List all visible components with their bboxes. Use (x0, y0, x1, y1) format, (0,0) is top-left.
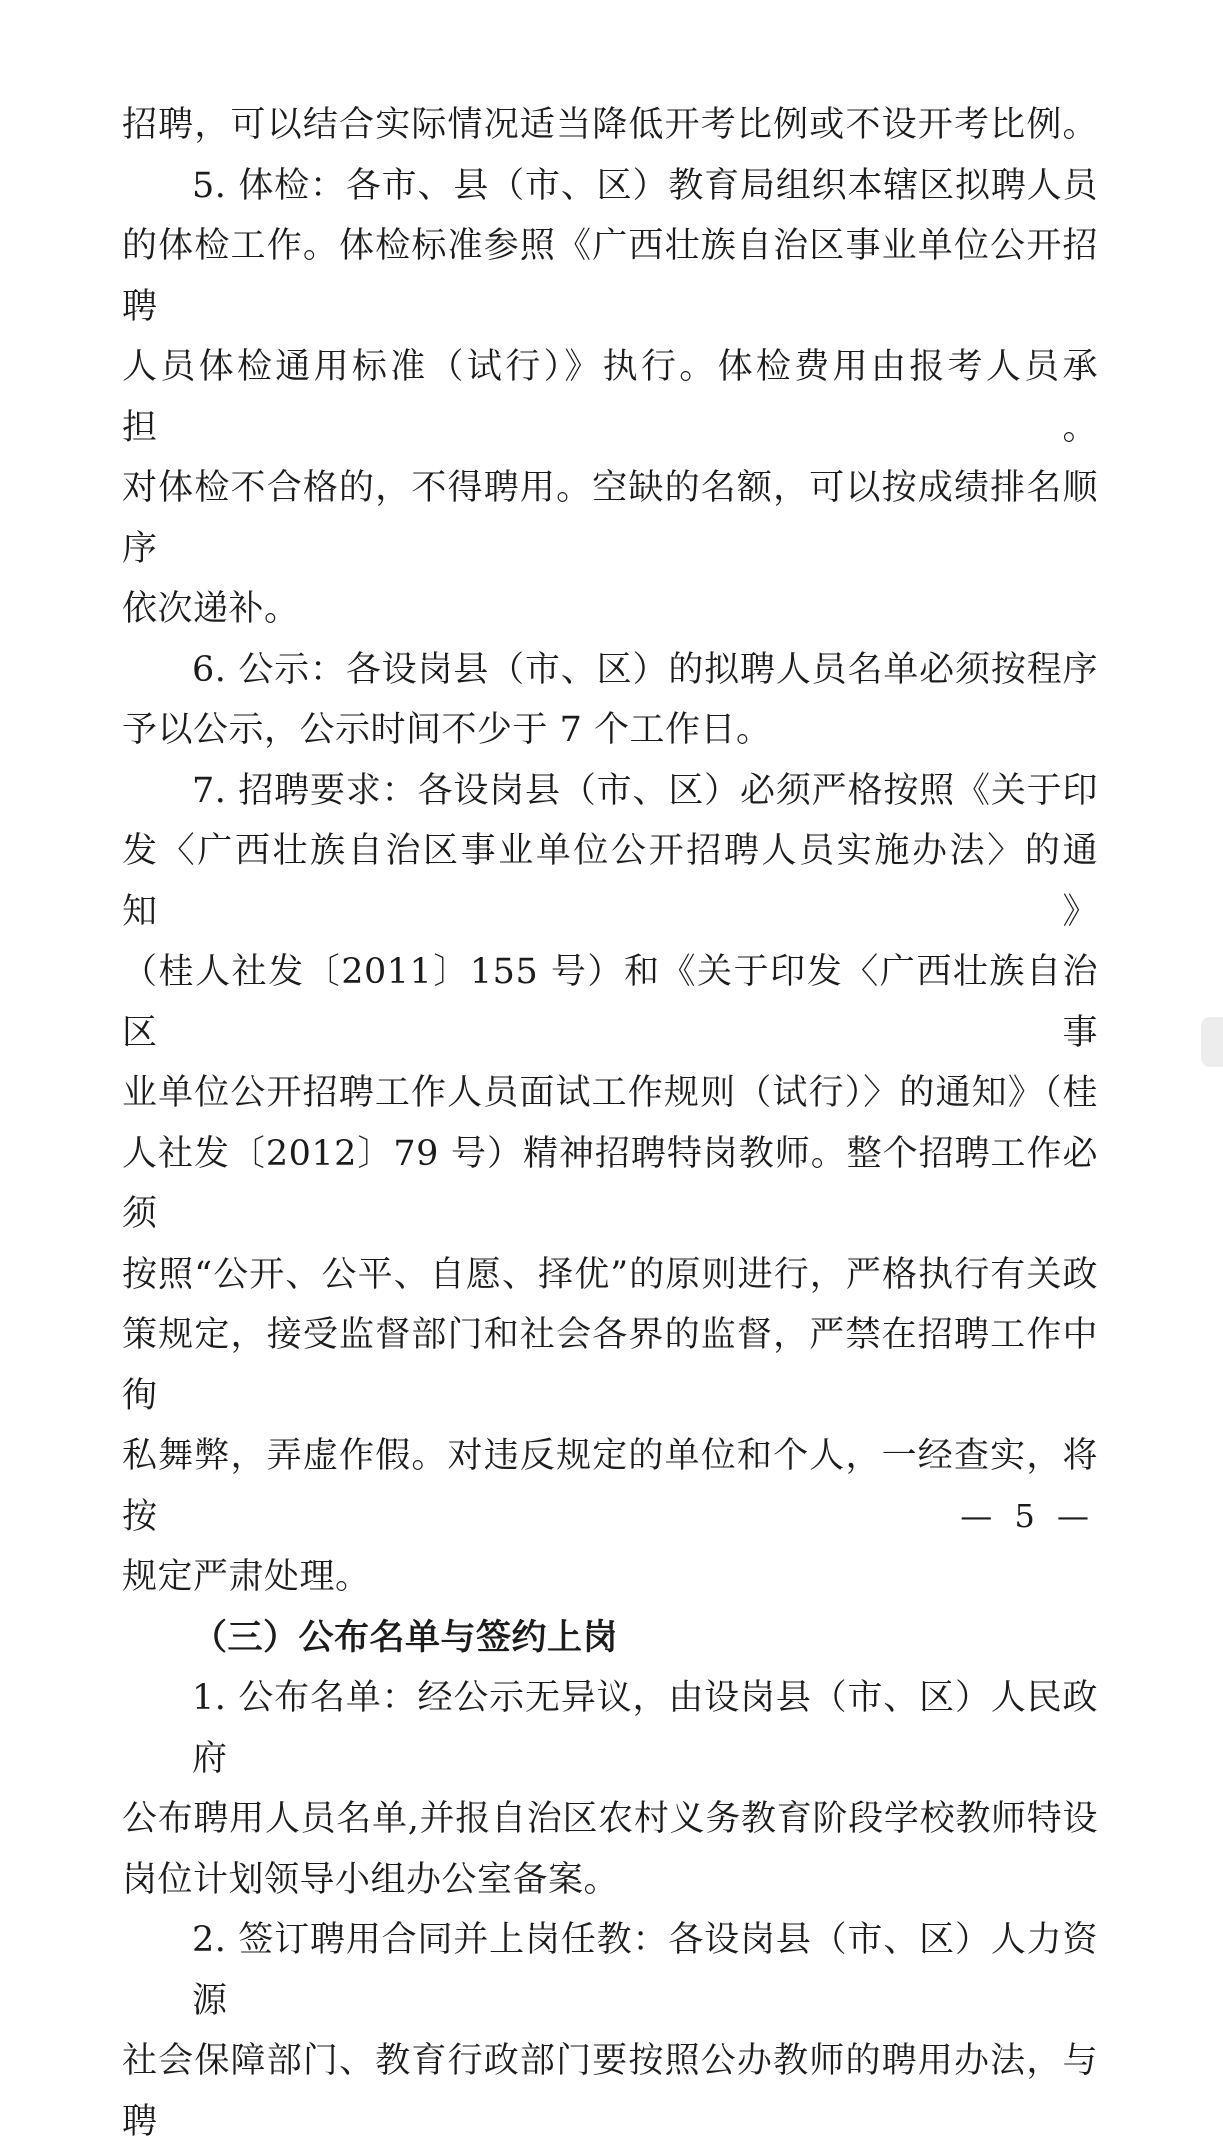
text-line: 策规定，接受监督部门和社会各界的监督，严禁在招聘工作中徇 (122, 1315, 1098, 1416)
text-line: 的体检工作。体检标准参照《广西壮族自治区事业单位公开招聘 (122, 226, 1098, 327)
text-line: 业单位公开招聘工作人员面试工作规则（试行）〉的通知》（桂 (122, 1073, 1098, 1113)
text-line: 发〈广西壮族自治区事业单位公开招聘人员实施办法〉的通知》 (122, 831, 1098, 932)
text-line: 人社发〔2012〕79 号）精神招聘特岗教师。整个招聘工作必须 (122, 1133, 1098, 1234)
text-line: 1. 公布名单：经公示无异议，由设岗县（市、区）人民政府 (192, 1678, 1098, 1779)
text-line: 7. 招聘要求：各设岗县（市、区）必须严格按照《关于印 (192, 770, 1098, 811)
text-line: 对体检不合格的，不得聘用。空缺的名额，可以按成绩排名顺序 (122, 468, 1098, 569)
text-line: 招聘，可以结合实际情况适当降低开考比例或不设开考比例。 (122, 105, 1098, 145)
text-line: 依次递补。 (122, 589, 300, 629)
text-line: 予以公示，公示时间不少于 7 个工作日。 (122, 710, 772, 750)
page-number: — 5 — (960, 1497, 1095, 1535)
text-line: 6. 公示：各设岗县（市、区）的拟聘人员名单必须按程序 (192, 649, 1098, 690)
text-line: （桂人社发〔2011〕155 号）和《关于印发〈广西壮族自治区事 (122, 952, 1098, 1053)
text-line: 按照“公开、公平、自愿、择优”的原则进行，严格执行有关政 (122, 1254, 1098, 1295)
text-line: 人员体检通用标准（试行）》执行。体检费用由报考人员承担。 (122, 347, 1098, 448)
section-heading: （三）公布名单与签约上岗 (192, 1616, 619, 1658)
text-line: 岗位计划领导小组办公室备案。 (122, 1859, 620, 1900)
text-line: 公布聘用人员名单,并报自治区农村义务教育阶段学校教师特设 (122, 1799, 1098, 1839)
text-line: 5. 体检：各市、县（市、区）教育局组织本辖区拟聘人员 (192, 165, 1098, 206)
scrollbar-thumb[interactable] (1201, 1017, 1223, 1067)
text-line: 私舞弊，弄虚作假。对违反规定的单位和个人，一经查实，将按 (122, 1436, 1098, 1537)
text-line: 2. 签订聘用合同并上岗任教：各设岗县（市、区）人力资源 (192, 1920, 1098, 2021)
text-line: 规定严肃处理。 (122, 1557, 371, 1597)
text-line: 社会保障部门、教育行政部门要按照公办教师的聘用办法，与聘 (122, 2041, 1098, 2142)
document-body (122, 95, 1098, 2152)
